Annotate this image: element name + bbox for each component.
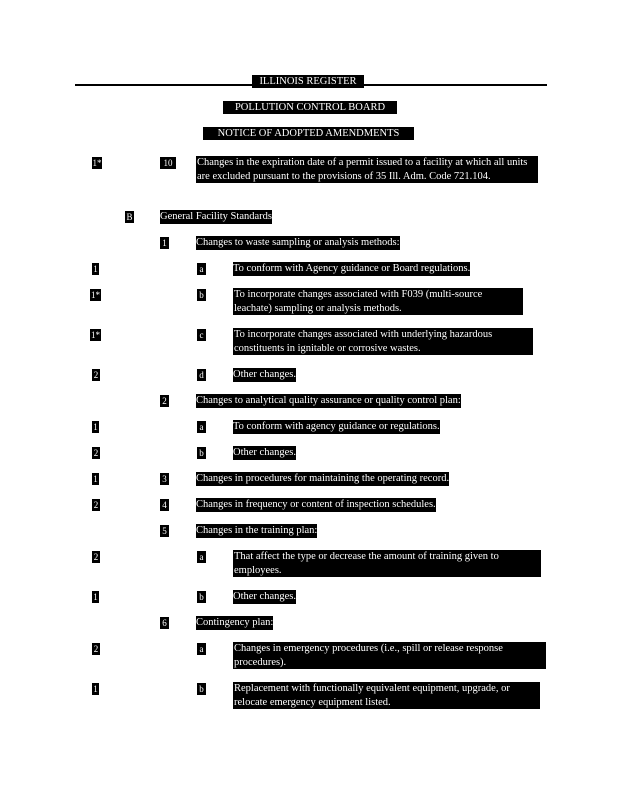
class-marker: 2 [93,552,99,562]
header-rule-left [75,84,255,86]
item-letter: b [197,447,206,459]
item-number: 5 [160,525,169,537]
item-letter: a [197,263,206,275]
class-marker: 1 [93,592,98,602]
header-rule-right [362,84,547,86]
item-text: To incorporate changes associated with F039 (multi-source leachate) sampling or analysis methods. [233,288,523,315]
register-title: ILLINOIS REGISTER [252,75,364,88]
item-text: Changes in emergency procedures (i.e., spill or release response procedures). [233,642,546,669]
class-marker: 1* [92,158,102,168]
item-text: To conform with Agency guidance or Board regulations. [233,263,471,274]
class-marker: 1 [93,264,98,274]
item-number: 1 [160,237,169,249]
item-letter: b [197,591,206,603]
class-marker: 2 [93,448,99,458]
item-text: Changes in procedures for maintaining the operating record. [196,473,450,484]
item-letter: a [197,643,206,655]
item-letter: d [197,369,206,381]
class-marker: 1 [93,474,98,484]
item-text: Other changes. [233,447,296,458]
item-text: Changes to analytical quality assurance or quality control plan: [196,395,461,406]
class-marker: 2 [93,370,99,380]
item-text: That affect the type or decrease the amount of training given to employees. [233,550,541,577]
section-marker: B [126,212,133,222]
item-text: Changes in the expiration date of a permit issued to a facility at which all units are excluded pursuant to the provisions of 35 Ill. Adm. Code 721.104. [196,156,538,183]
item-letter: c [197,329,206,341]
item-letter: b [197,289,206,301]
section-heading: General Facility Standards [160,211,272,222]
item-text: To incorporate changes associated with underlying hazardous constituents in ignitable or corrosive wastes. [233,328,533,355]
item-number: 6 [160,617,169,629]
item-text: Replacement with functionally equivalent equipment, upgrade, or relocate emergency equipment listed. [233,682,540,709]
item-number: 10 [160,157,176,169]
class-marker: 1* [91,290,100,300]
item-number: 4 [160,499,169,511]
item-text: Contingency plan: [196,617,274,628]
class-marker: 1* [91,330,100,340]
item-text: Changes to waste sampling or analysis methods: [196,237,400,248]
item-text: Changes in frequency or content of inspection schedules. [196,499,436,510]
item-letter: a [197,421,206,433]
item-text: To conform with agency guidance or regulations. [233,421,440,432]
class-marker: 2 [93,644,99,654]
item-letter: b [197,683,206,695]
item-text: Other changes. [233,369,296,380]
board-title: POLLUTION CONTROL BOARD [223,101,397,114]
item-text: Other changes. [233,591,296,602]
item-number: 2 [160,395,169,407]
item-number: 3 [160,473,169,485]
class-marker: 1 [93,684,98,694]
item-letter: a [197,551,206,563]
notice-title: NOTICE OF ADOPTED AMENDMENTS [203,127,414,140]
class-marker: 2 [93,500,99,510]
class-marker: 1 [93,422,98,432]
item-text: Changes in the training plan: [196,525,318,536]
